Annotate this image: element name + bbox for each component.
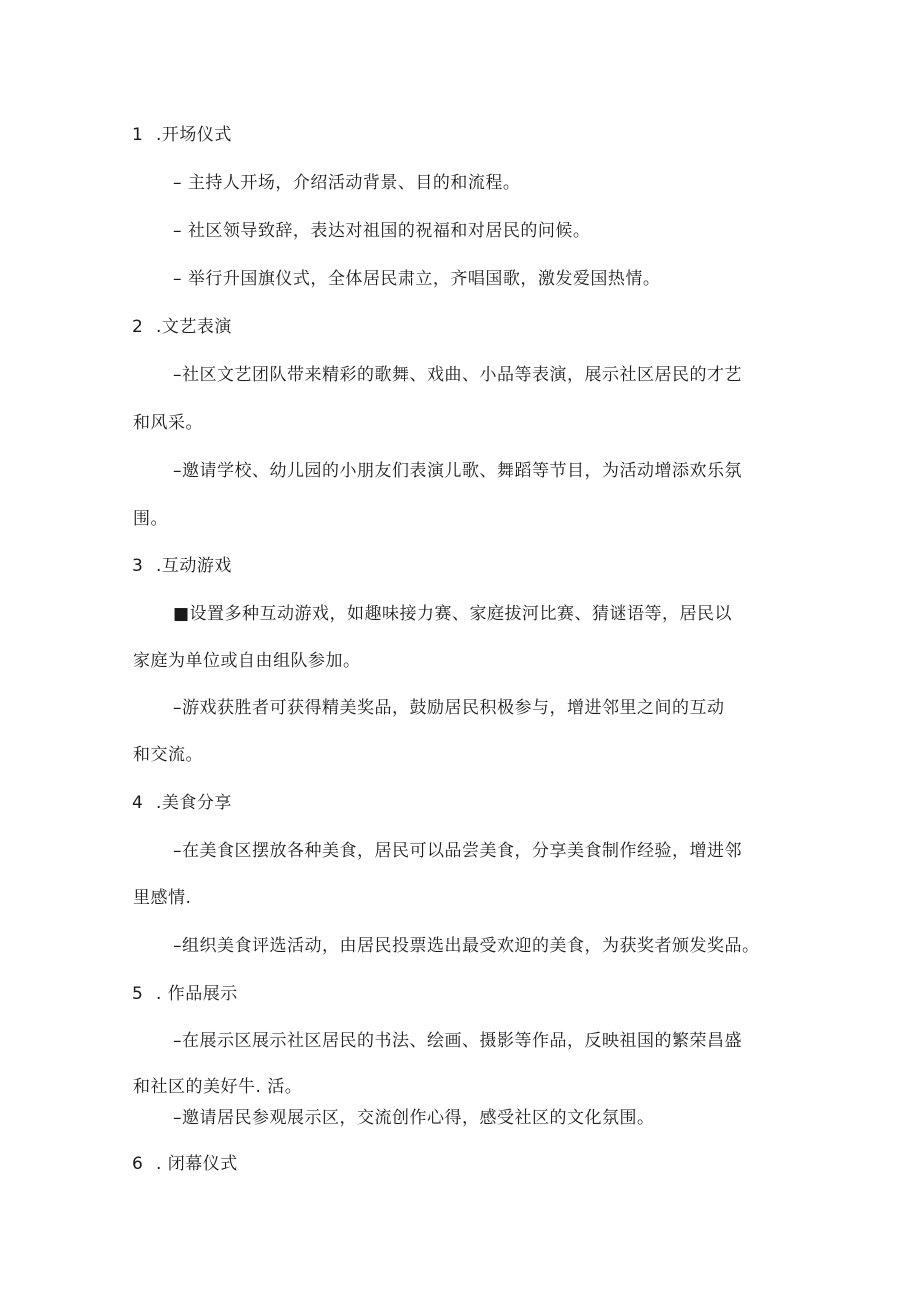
list-item-continuation: 里感情. (133, 888, 192, 908)
section-title: . 作品展示 (156, 984, 238, 1004)
section-heading (132, 555, 232, 577)
section-number: 3 (132, 556, 144, 576)
section-number: 2 (132, 317, 144, 337)
list-item: – 举行升国旗仪式，全体居民肃立，齐唱国歌，激发爱国热情。 (173, 269, 661, 289)
section-title: .美食分享 (156, 793, 232, 813)
list-item: –组织美食评选活动，由居民投票选出最受欢迎的美食，为获奖者颁发奖品。 (173, 936, 760, 956)
section-number: 4 (132, 793, 144, 813)
list-item: –邀请学校、幼儿园的小朋友们表演儿歌、舞蹈等节目，为活动增添欢乐氛 (173, 461, 742, 481)
section-heading (132, 1153, 238, 1175)
list-item: ■设置多种互动游戏，如趣味接力赛、家庭拔河比赛、猜谜语等，居民以 (173, 604, 733, 624)
list-item-continuation: 家庭为单位或自由组队参加。 (133, 651, 361, 671)
list-item: –在展示区展示社区居民的书法、绘画、摄影等作品，反映祖国的繁荣昌盛 (173, 1031, 742, 1051)
list-item: –在美食区摆放各种美食，居民可以品尝美食，分享美食制作经验，增进邻 (173, 841, 742, 861)
section-heading (132, 316, 232, 338)
section-number: 1 (132, 125, 144, 145)
section-title: .开场仪式 (156, 125, 232, 145)
list-item: – 主持人开场，介绍活动背景、目的和流程。 (173, 173, 521, 193)
list-item-continuation: 和社区的美好牛. 活。 (133, 1077, 303, 1097)
list-item-continuation: 和风采。 (133, 413, 203, 433)
section-number: 5 (132, 984, 144, 1004)
section-number: 6 (132, 1154, 144, 1174)
section-heading (132, 792, 232, 814)
list-item: –社区文艺团队带来精彩的歌舞、戏曲、小品等表演，展示社区居民的才艺 (173, 365, 742, 385)
section-title: .互动游戏 (156, 556, 232, 576)
section-heading (132, 124, 232, 146)
section-heading (132, 983, 238, 1005)
list-item: – 社区领导致辞，表达对祖国的祝福和对居民的问候。 (173, 221, 591, 241)
list-item: –邀请居民参观展示区，交流创作心得，感受社区的文化氛围。 (173, 1108, 655, 1128)
list-item: –游戏获胜者可获得精美奖品，鼓励居民积极参与，增进邻里之间的互动 (173, 698, 725, 718)
list-item-continuation: 和交流。 (133, 745, 203, 765)
section-title: . 闭幕仪式 (156, 1154, 238, 1174)
list-item-continuation: 围。 (133, 509, 168, 529)
section-title: .文艺表演 (156, 317, 232, 337)
